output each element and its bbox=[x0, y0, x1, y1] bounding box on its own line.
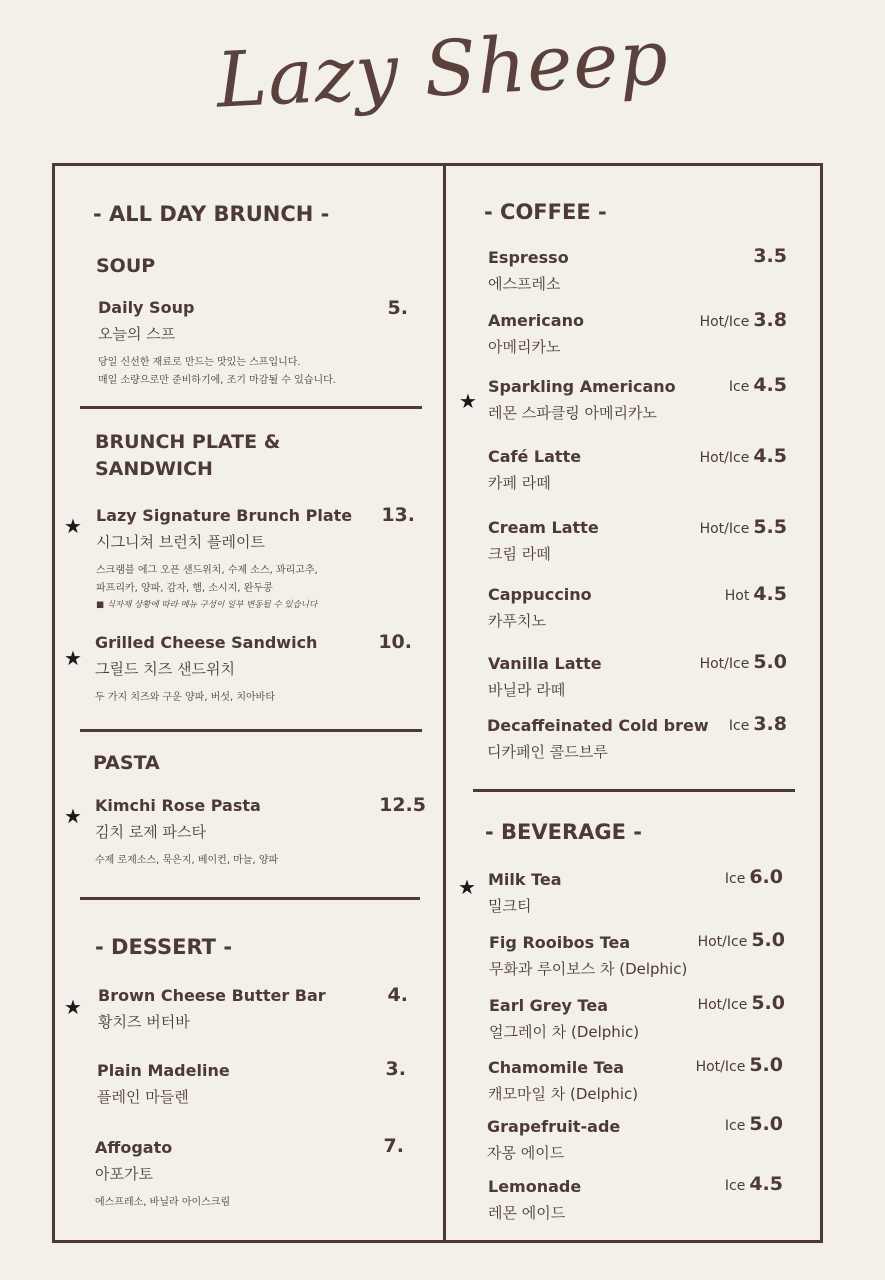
item-temp: Hot/Ice bbox=[699, 450, 750, 466]
item-name-ko: 오늘의 스프 bbox=[98, 325, 176, 343]
item-price bbox=[725, 866, 783, 888]
item-price bbox=[700, 445, 787, 467]
brunch-header: - ALL DAY BRUNCH - bbox=[93, 202, 330, 226]
item-temp: Hot/Ice bbox=[697, 934, 748, 950]
item-price bbox=[725, 1113, 783, 1135]
menu-item-sparkling-americano bbox=[488, 376, 676, 425]
item-description: 수제 로제소스, 묵은지, 베이컨, 마늘, 양파 bbox=[95, 855, 279, 866]
item-price: 3. bbox=[385, 1058, 406, 1080]
menu-item-grilled-cheese bbox=[95, 632, 317, 707]
item-name-en: Grilled Cheese Sandwich bbox=[95, 633, 318, 652]
item-name-ko: 레몬 에이드 bbox=[488, 1204, 566, 1222]
brand-title: Lazy Sheep bbox=[214, 12, 671, 125]
item-name-ko: 그릴드 치즈 샌드위치 bbox=[95, 660, 235, 678]
item-price: 12.5 bbox=[379, 794, 426, 816]
item-name-ko: 바닐라 라떼 bbox=[488, 681, 566, 699]
item-price bbox=[698, 992, 785, 1014]
pasta-title: PASTA bbox=[93, 752, 160, 774]
item-temp: Ice bbox=[728, 718, 750, 734]
item-name-ko: 밀크티 bbox=[488, 897, 532, 915]
item-temp: Hot/Ice bbox=[697, 997, 748, 1013]
menu-item-madeline bbox=[97, 1060, 230, 1109]
item-price-value: 5.0 bbox=[751, 992, 785, 1014]
item-name-ko: 아포가토 bbox=[95, 1165, 153, 1183]
menu-item-lemonade bbox=[488, 1176, 581, 1225]
item-name-en: Plain Madeline bbox=[97, 1061, 230, 1080]
menu-item-cream-latte bbox=[488, 517, 599, 566]
item-price-value: 4.5 bbox=[753, 583, 787, 605]
menu-item-espresso bbox=[488, 247, 569, 296]
menu-item-cappuccino bbox=[488, 584, 592, 633]
item-temp: Hot/Ice bbox=[695, 1059, 746, 1075]
section-divider bbox=[80, 897, 420, 900]
item-name-ko: 디카페인 콜드브루 bbox=[487, 743, 608, 761]
menu-item-chamomile bbox=[488, 1057, 638, 1106]
item-price-value: 5.0 bbox=[751, 929, 785, 951]
star-icon: ★ bbox=[459, 389, 477, 413]
item-name-ko: 자몽 에이드 bbox=[487, 1144, 565, 1162]
plate-title-line2: SANDWICH bbox=[95, 458, 213, 480]
item-temp: Hot/Ice bbox=[699, 521, 750, 537]
beverage-header: - BEVERAGE - bbox=[485, 820, 643, 844]
item-name-ko: 캐모마일 차 (Delphic) bbox=[488, 1085, 639, 1103]
item-name-ko: 황치즈 버터바 bbox=[98, 1013, 190, 1031]
item-name-en: Lazy Signature Brunch Plate bbox=[96, 506, 353, 525]
item-name-en: Espresso bbox=[488, 248, 569, 267]
plate-title-line1: BRUNCH PLATE & bbox=[95, 431, 281, 453]
item-name-en: Cappuccino bbox=[488, 585, 592, 604]
menu-item-kimchi-pasta bbox=[95, 795, 278, 870]
item-temp: Hot/Ice bbox=[699, 314, 750, 330]
item-temp: Ice bbox=[728, 379, 750, 395]
item-price-value: 6.0 bbox=[749, 866, 783, 888]
item-price-value: 3.5 bbox=[753, 245, 787, 267]
item-description: 매일 소량으로만 준비하기에, 조기 마감될 수 있습니다. bbox=[98, 375, 336, 386]
menu-item-fig-rooibos bbox=[489, 932, 687, 981]
item-price bbox=[729, 713, 787, 735]
item-name-en: Brown Cheese Butter Bar bbox=[98, 986, 326, 1005]
item-description: 스크램블 에그 오픈 샌드위치, 수제 소스, 꽈리고추, bbox=[96, 565, 318, 576]
item-price bbox=[749, 245, 787, 267]
item-name-ko: 카푸치노 bbox=[488, 612, 546, 630]
item-name-en: Sparkling Americano bbox=[488, 377, 676, 396]
item-price-value: 5.0 bbox=[749, 1054, 783, 1076]
menu-item-vanilla-latte bbox=[488, 653, 602, 702]
star-icon: ★ bbox=[64, 646, 82, 670]
item-name-ko: 얼그레이 차 (Delphic) bbox=[489, 1023, 640, 1041]
menu-item-signature-plate bbox=[96, 505, 352, 612]
item-price: 7. bbox=[383, 1135, 404, 1157]
menu-item-decaf-cold-brew bbox=[487, 715, 709, 764]
item-temp: Ice bbox=[724, 1118, 746, 1134]
item-name-en: Earl Grey Tea bbox=[489, 996, 608, 1015]
star-icon: ★ bbox=[64, 995, 82, 1019]
star-icon: ★ bbox=[64, 804, 82, 828]
menu-item-cafe-latte bbox=[488, 446, 581, 495]
item-price-value: 5.5 bbox=[753, 516, 787, 538]
menu-item-affogato bbox=[95, 1137, 230, 1212]
item-name-en: Café Latte bbox=[488, 447, 582, 466]
item-price-value: 4.5 bbox=[749, 1173, 783, 1195]
menu-item-grapefruit-ade bbox=[487, 1116, 620, 1165]
item-name-en: Grapefruit-ade bbox=[487, 1117, 621, 1136]
item-name-ko: 에스프레소 bbox=[488, 275, 561, 293]
item-price bbox=[700, 309, 787, 331]
item-name-ko: 카페 라떼 bbox=[488, 474, 551, 492]
item-price: 5. bbox=[387, 297, 408, 319]
item-price bbox=[698, 929, 785, 951]
item-name-en: Decaffeinated Cold brew bbox=[487, 716, 709, 735]
item-price bbox=[700, 516, 787, 538]
item-description: 에스프레소, 바닐라 아이스크림 bbox=[95, 1197, 231, 1208]
item-temp: Hot/Ice bbox=[699, 656, 750, 672]
item-name-en: Kimchi Rose Pasta bbox=[95, 796, 261, 815]
item-name-ko: 크림 라떼 bbox=[488, 545, 551, 563]
item-price: 13. bbox=[381, 504, 415, 526]
item-name-en: Daily Soup bbox=[98, 298, 195, 317]
item-name-en: Vanilla Latte bbox=[488, 654, 602, 673]
menu-item-earl-grey bbox=[489, 995, 639, 1044]
item-name-en: Fig Rooibos Tea bbox=[489, 933, 631, 952]
item-name-ko: 레몬 스파클링 아메리카노 bbox=[488, 404, 657, 422]
item-name-en: Cream Latte bbox=[488, 518, 599, 537]
item-price-value: 4.5 bbox=[753, 374, 787, 396]
item-price-value: 5.0 bbox=[753, 651, 787, 673]
item-description: 당일 신선한 재료로 만드는 맛있는 스프입니다. bbox=[98, 357, 301, 368]
item-price bbox=[725, 583, 787, 605]
item-description: 두 가지 치즈와 구운 양파, 버섯, 치아바타 bbox=[95, 692, 275, 703]
menu-item-milk-tea bbox=[488, 869, 562, 918]
item-price bbox=[729, 374, 787, 396]
item-name-ko: 플레인 마들렌 bbox=[97, 1088, 189, 1106]
item-price-value: 3.8 bbox=[753, 309, 787, 331]
item-temp: Ice bbox=[724, 1178, 746, 1194]
item-price bbox=[696, 1054, 783, 1076]
item-price: 10. bbox=[378, 631, 412, 653]
soup-title: SOUP bbox=[96, 255, 156, 277]
item-temp: Ice bbox=[724, 871, 746, 887]
item-note: ■ 식자재 상황에 따라 메뉴 구성이 일부 변동될 수 있습니다 bbox=[96, 600, 318, 610]
coffee-header: - COFFEE - bbox=[484, 200, 607, 224]
item-name-ko: 무화과 루이보스 차 (Delphic) bbox=[489, 960, 688, 978]
item-name-ko: 김치 로제 파스타 bbox=[95, 823, 206, 841]
item-price bbox=[700, 651, 787, 673]
dessert-header: - DESSERT - bbox=[95, 935, 233, 959]
star-icon: ★ bbox=[64, 514, 82, 538]
item-price bbox=[725, 1173, 783, 1195]
item-name-ko: 시그니쳐 브런치 플레이트 bbox=[96, 533, 265, 551]
item-price: 4. bbox=[387, 984, 408, 1006]
section-divider bbox=[473, 789, 795, 792]
menu-item-americano bbox=[488, 310, 584, 359]
item-name-en: Affogato bbox=[95, 1138, 173, 1157]
section-divider bbox=[80, 729, 422, 732]
item-name-en: Chamomile Tea bbox=[488, 1058, 625, 1077]
menu-item-daily-soup bbox=[98, 297, 336, 390]
item-price-value: 3.8 bbox=[753, 713, 787, 735]
item-name-en: Milk Tea bbox=[488, 870, 562, 889]
item-name-ko: 아메리카노 bbox=[488, 338, 561, 356]
item-description: 파프리카, 양파, 감자, 햄, 소시지, 완두콩 bbox=[96, 583, 273, 594]
column-divider bbox=[443, 163, 446, 1243]
star-icon: ★ bbox=[458, 875, 476, 899]
section-divider bbox=[80, 406, 422, 409]
item-name-en: Lemonade bbox=[488, 1177, 582, 1196]
item-temp: Hot bbox=[724, 588, 750, 604]
item-name-en: Americano bbox=[488, 311, 584, 330]
item-price-value: 4.5 bbox=[753, 445, 787, 467]
item-price-value: 5.0 bbox=[749, 1113, 783, 1135]
menu-item-butter-bar bbox=[98, 985, 326, 1034]
